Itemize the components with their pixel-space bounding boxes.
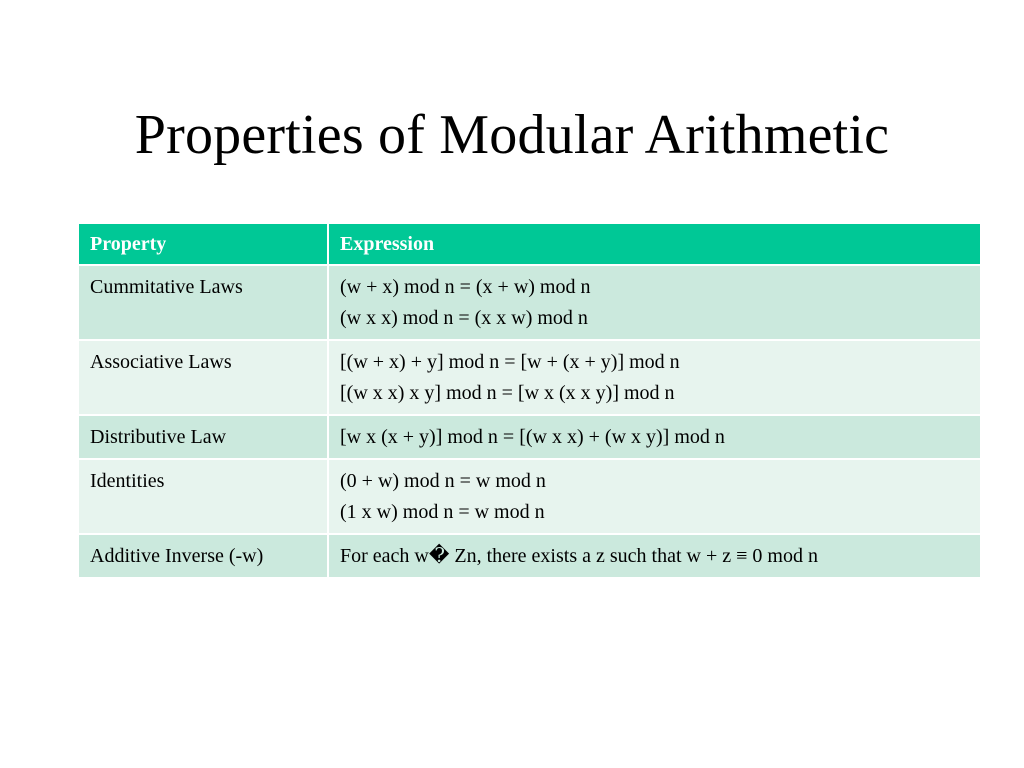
property-cell: Additive Inverse (-w) [78, 534, 328, 578]
expression-line: (w + x) mod n = (x + w) mod n [340, 276, 591, 298]
expression-line: For each w� Zn, there exists a z such that w + z ≡ 0 mod n [340, 545, 818, 567]
expression-cell [328, 265, 981, 340]
header-expression: Expression [328, 223, 981, 265]
header-property: Property [78, 223, 328, 265]
property-cell: Associative Laws [78, 340, 328, 415]
properties-table [77, 222, 982, 579]
expression-line: [(w + x) + y] mod n = [w + (x + y)] mod n [340, 351, 680, 373]
table-row [78, 340, 981, 415]
expression-line: (w x x) mod n = (x x w) mod n [340, 307, 588, 329]
slide-title: Properties of Modular Arithmetic [134, 104, 890, 166]
table-row [78, 265, 981, 340]
expression-line: [(w x x) x y] mod n = [w x (x x y)] mod n [340, 382, 675, 404]
table-row [78, 459, 981, 534]
table-row [78, 534, 981, 578]
expression-line: [w x (x + y)] mod n = [(w x x) + (w x y)] mod n [340, 426, 725, 448]
table-row [78, 415, 981, 459]
property-cell: Distributive Law [78, 415, 328, 459]
expression-cell [328, 415, 981, 459]
expression-cell [328, 534, 981, 578]
expression-line: (1 x w) mod n = w mod n [340, 501, 545, 523]
expression-line: (0 + w) mod n = w mod n [340, 470, 546, 492]
expression-cell [328, 340, 981, 415]
table-header-row [78, 223, 981, 265]
property-cell: Cummitative Laws [78, 265, 328, 340]
property-cell: Identities [78, 459, 328, 534]
expression-cell [328, 459, 981, 534]
